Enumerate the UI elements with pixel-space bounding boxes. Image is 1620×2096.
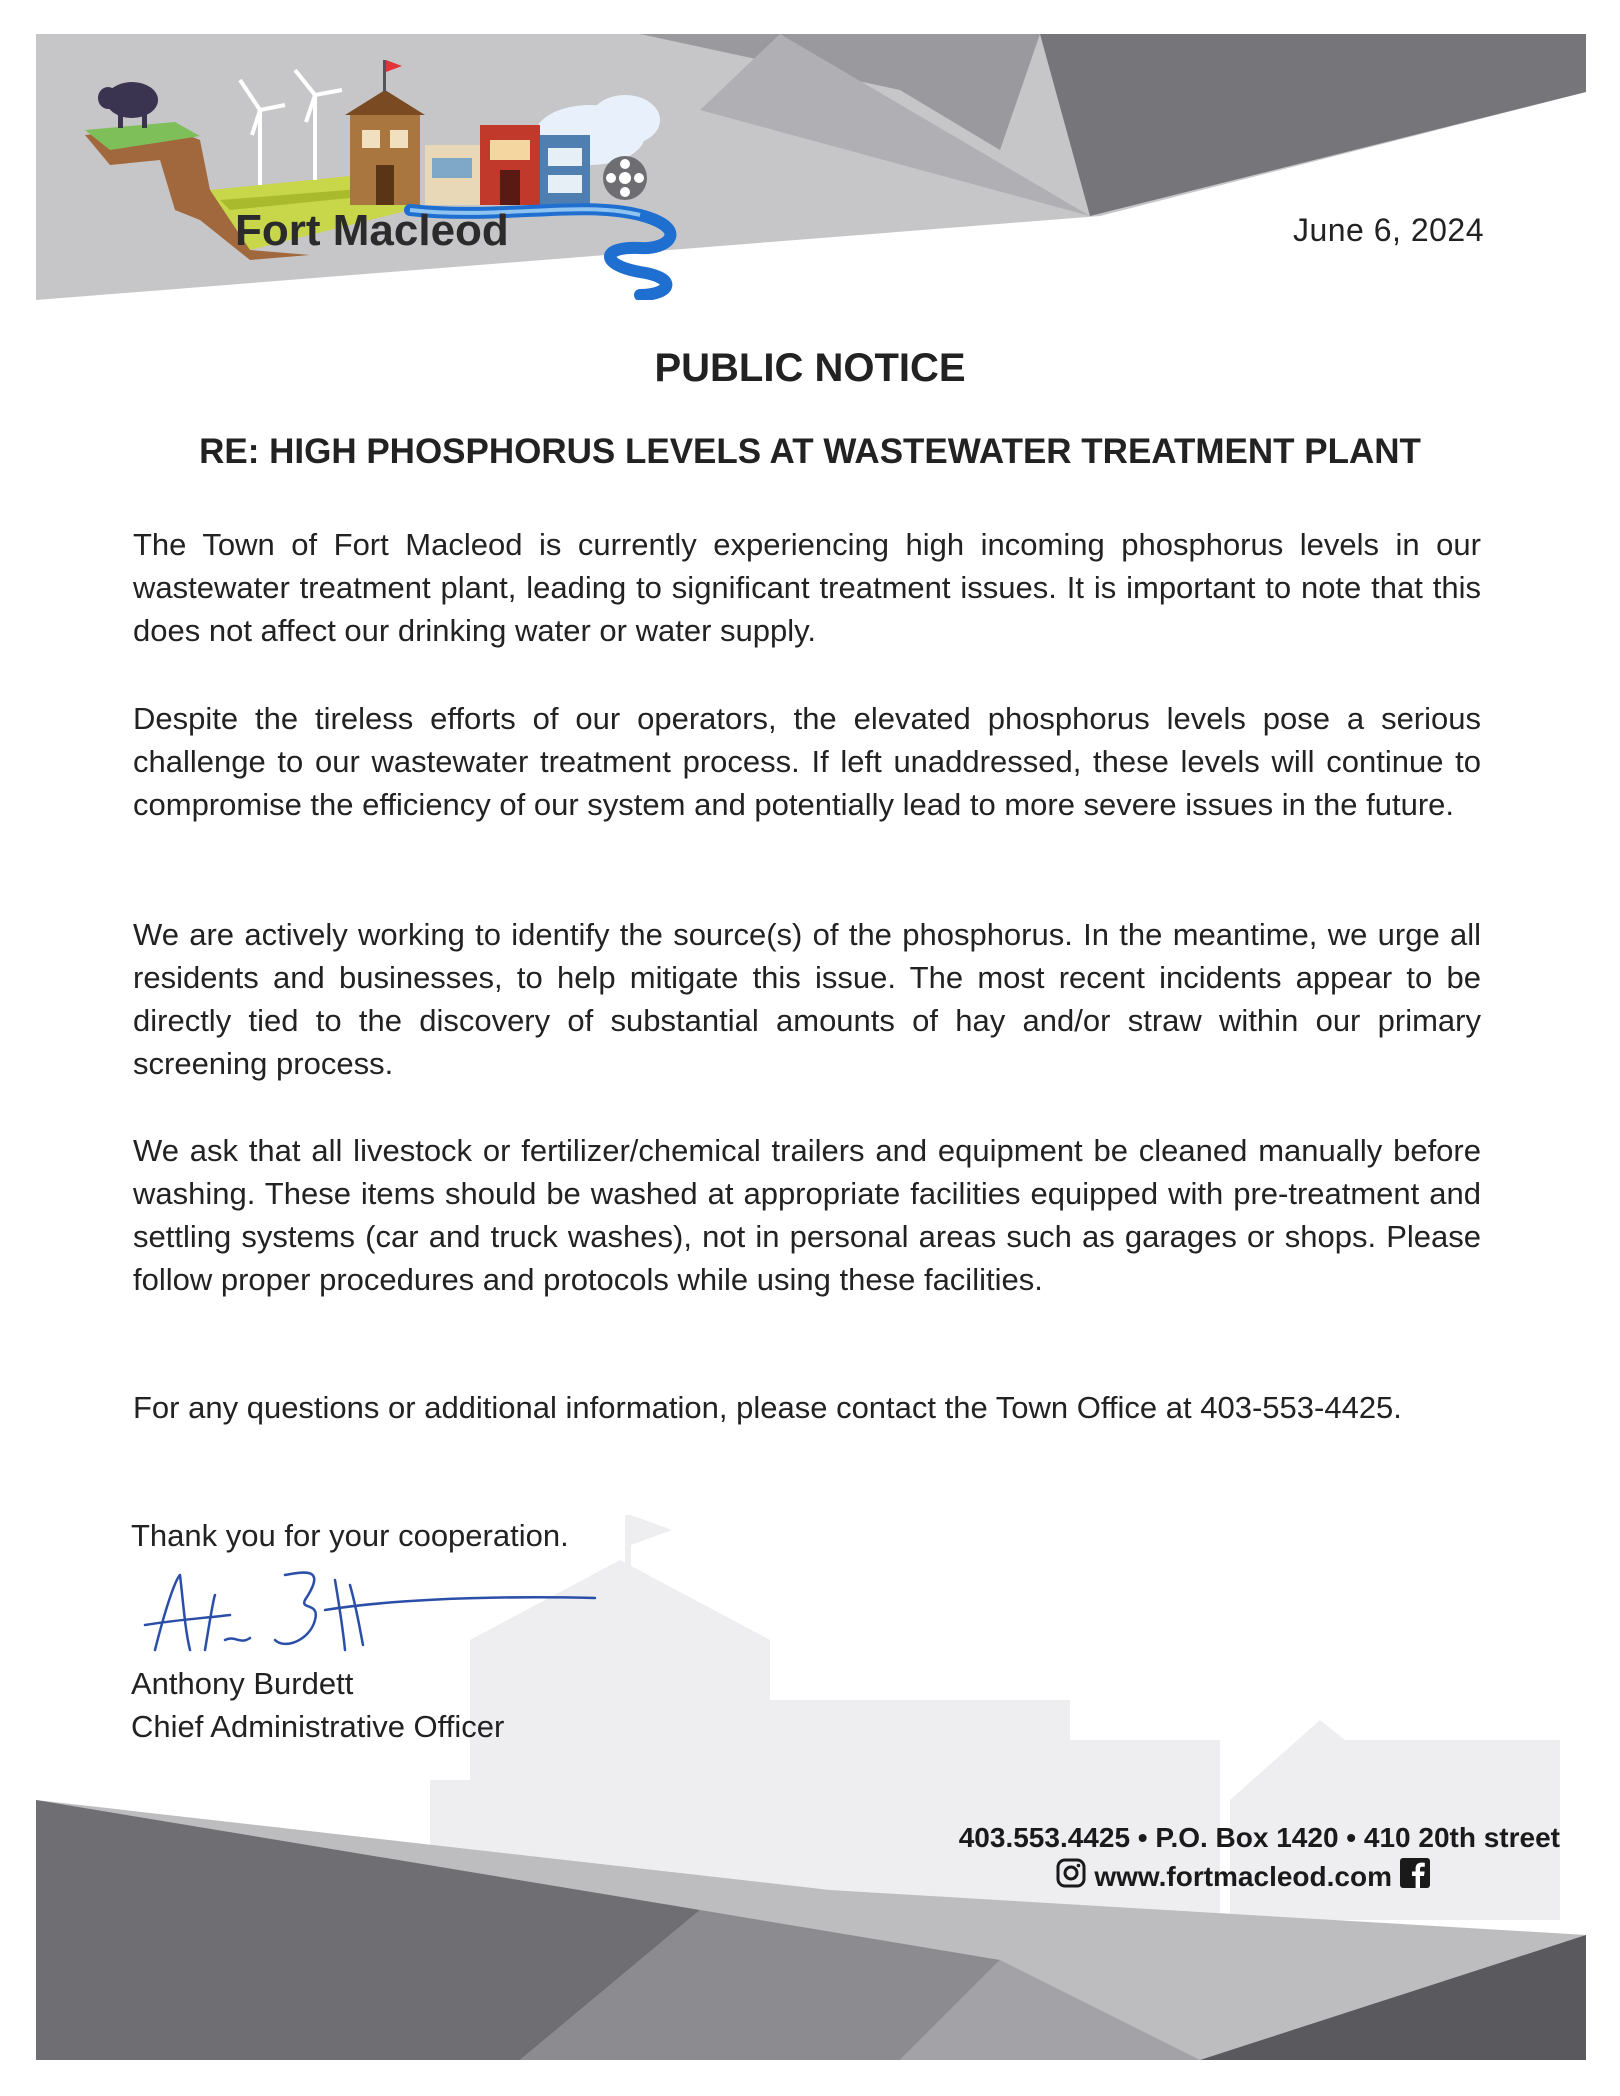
- paragraph-5: For any questions or additional information, please contact the Town Office at 403-553-4425.: [133, 1390, 1402, 1425]
- bison-icon: [98, 82, 158, 128]
- fort-icon: [345, 60, 425, 205]
- signer-name: Anthony Burdett: [131, 1666, 354, 1701]
- town-logo: [80, 50, 730, 300]
- instagram-icon[interactable]: [1056, 1858, 1086, 1895]
- footer-contact: 403.553.4425 • P.O. Box 1420 • 410 20th street: [958, 1822, 1560, 1853]
- footer-website-row: [1056, 1858, 1430, 1895]
- notice-subject: RE: HIGH PHOSPHORUS LEVELS AT WASTEWATER TREATMENT PLANT: [199, 432, 1421, 471]
- paragraph-4: We ask that all livestock or fertilizer/chemical trailers and equipment be cleaned manually before washing. These items should be washed at appropriate facilities equipped with pre-treatment and settling systems (car and truck washes), not in personal areas such as garages or shops. Please follow proper procedures and protocols while using these facilities.: [133, 1133, 1481, 1297]
- paragraph-1: The Town of Fort Macleod is currently experiencing high incoming phosphorus levels in our wastewater treatment plant, leading to significant treatment issues. It is important to note that this does not affect our drinking water or water supply.: [133, 527, 1481, 648]
- film-reel-icon: [603, 156, 647, 200]
- logo-wordmark: Fort Macleod: [235, 206, 509, 255]
- paragraph-3: We are actively working to identify the source(s) of the phosphorus. In the meantime, we urge all residents and businesses, to help mitigate this issue. The most recent incidents appear to be directly tied to the discovery of substantial amounts of hay and/or straw within our primary screening process.: [133, 917, 1481, 1081]
- notice-date: June 6, 2024: [1292, 212, 1484, 248]
- header-band-shade: [1040, 34, 1586, 216]
- storefronts-icon: [425, 125, 590, 205]
- facebook-icon[interactable]: [1400, 1858, 1430, 1895]
- signer-title: Chief Administrative Officer: [131, 1709, 505, 1744]
- wind-turbine-icon: [240, 70, 342, 185]
- page-title: PUBLIC NOTICE: [654, 346, 966, 390]
- paragraph-2: Despite the tireless efforts of our operators, the elevated phosphorus levels pose a serious challenge to our wastewater treatment process. If left unaddressed, these levels will continue to compromise the efficiency of our system and potentially lead to more severe issues in the future.: [133, 701, 1481, 822]
- closing-line: Thank you for your cooperation.: [131, 1518, 569, 1553]
- website-link[interactable]: www.fortmacleod.com: [1094, 1860, 1392, 1892]
- signature: [135, 1540, 605, 1670]
